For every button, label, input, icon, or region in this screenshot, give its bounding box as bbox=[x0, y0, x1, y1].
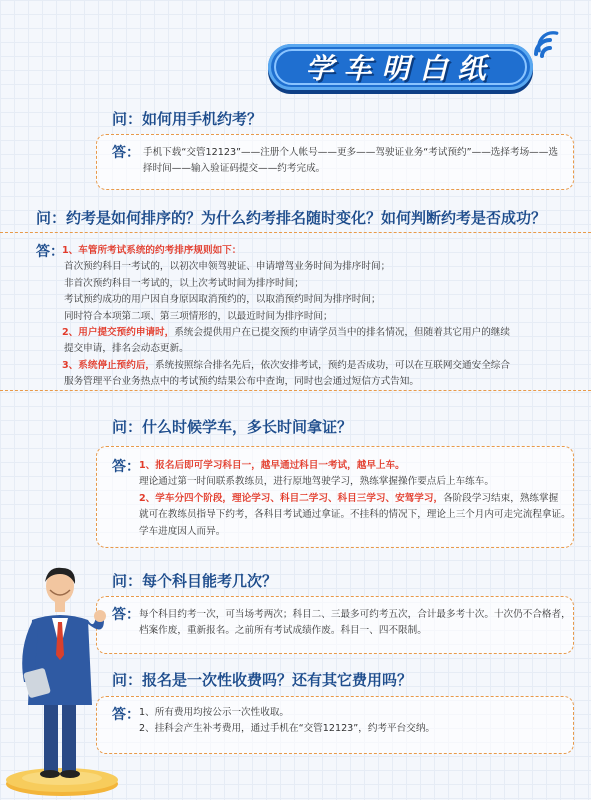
answer-text-5: 1、所有费用均按公示一次性收取。 2、挂科会产生补考费用，通过手机在“交管12123”，约考平台交纳。 bbox=[139, 707, 436, 735]
title-banner bbox=[268, 44, 533, 90]
answer-label-5: 答： bbox=[112, 707, 140, 723]
question-2: 问：约考是如何排序的？为什么约考排名随时变化？如何判断约考是否成功？ bbox=[36, 209, 547, 227]
page-title: 学车明白纸 bbox=[305, 52, 496, 85]
divider-top bbox=[0, 232, 591, 233]
question-4: 问：每个科目能考几次？ bbox=[112, 572, 278, 590]
businessman-illustration bbox=[0, 560, 130, 800]
answer-text-1: 手机下载“交管12123”——注册个人帐号——更多——驾驶证业务“考试预约”——选择考场——选 择时间——输入验证码提交——约考完成。 bbox=[143, 147, 558, 175]
answer-text-3: 1、报名后即可学习科目一，越早通过科目一考试，越早上车。 理论通过第一时间联系教练员，进行原地驾驶学习，熟练掌握操作要点后上车练车。 2、学车分四个阶段，理论学习、科目二学习、科目三学习、安驾学习，各阶段学习结束，熟练掌握 就可在教练员指导下约考，各科目考试通过拿证。不挂科的情况下，理论上三个月内可走完流程拿证。 学车进度因人而异。 bbox=[139, 460, 571, 537]
wifi-signal-icon bbox=[528, 24, 568, 64]
answer-text-4: 每个科目约考一次，可当场考两次；科目二、三最多可约考五次，合计最多考十次。十次仍不合格者， 档案作废，重新报名。之前所有考试成绩作废。科目一、四不限制。 bbox=[139, 609, 571, 637]
question-3: 问：什么时候学车，多长时间拿证？ bbox=[112, 418, 353, 436]
answer-text-2: 1、车管所考试系统的约考排序规则如下： 首次预约科目一考试的，以初次申领驾驶证、申请增驾业务时间为排序时间； 非首次预约科目一考试的，以上次考试时间为排序时间； 考试预约成功的用户因自身原因取消预约的，以取消预约时间为排序时间； 同时符合本项第二项、第三项情形的，以最近时间为排序时间； 2、用户提交预约申请时，系统会提供用户在已提交预约申请学员当中的排名情况，但随着其它用户的继续 提交申请，排名会动态更新。 3、系统停止预约后，系统按照综合排名先后，依次安排考试，预约是否成功，可以在互联网交通安全综合 服务管理平台业务热点中的考试预约结果公布中查询，同时也会通过短信方式告知。 bbox=[62, 245, 510, 388]
answer-label-1: 答： bbox=[112, 145, 140, 161]
answer-label-3: 答： bbox=[112, 459, 140, 475]
question-1: 问：如何用手机约考？ bbox=[112, 110, 263, 128]
answer-label-4: 答： bbox=[112, 607, 140, 623]
answer-label-2: 答： bbox=[36, 244, 64, 260]
question-5: 问：报名是一次性收费吗？还有其它费用吗？ bbox=[112, 671, 413, 689]
